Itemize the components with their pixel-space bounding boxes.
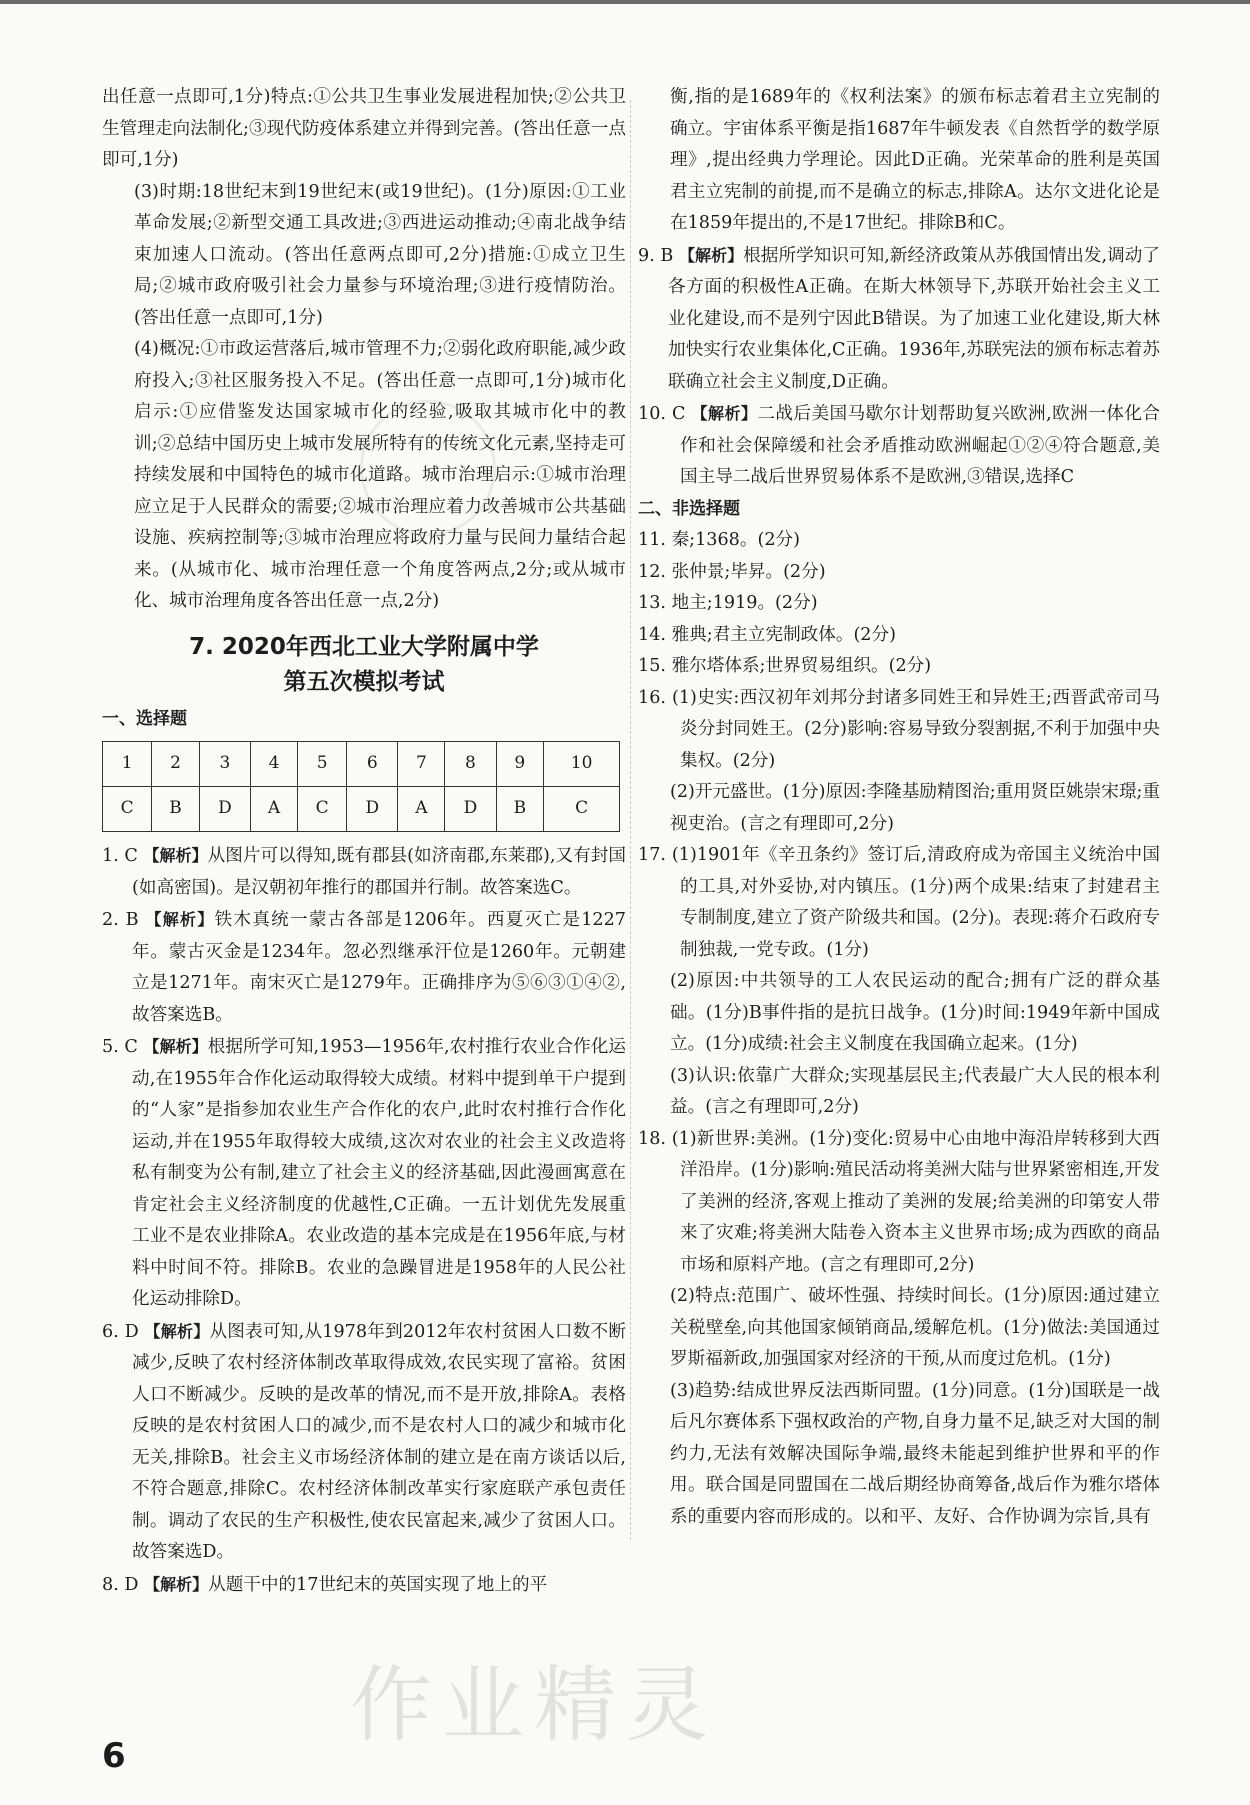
section-heading: 二、非选择题 bbox=[638, 498, 740, 519]
answer-item bbox=[102, 1316, 626, 1569]
answer-number: 6. D bbox=[102, 1321, 139, 1342]
answer-item bbox=[102, 1031, 626, 1316]
answer-number: 5. C bbox=[102, 1037, 138, 1057]
right-column bbox=[638, 82, 1160, 1533]
answer-number: 1. C bbox=[102, 846, 138, 866]
analysis-tag: 【解析】 bbox=[144, 1321, 210, 1341]
answer-item: (3)认识:依靠广大群众;实现基层民主;代表最广大人民的根本利益。(言之有理即可,2分) bbox=[670, 1065, 1160, 1117]
table-cell: 7 bbox=[398, 742, 445, 787]
paragraph: 出任意一点即可,1分)特点:①公共卫生事业发展进程加快;②公共卫生管理走向法制化;③现代防疫体系建立并得到完善。(答出任意一点即可,1分) bbox=[102, 87, 626, 170]
answer-item: (2)开元盛世。(1分)原因:李隆基励精图治;重用贤臣姚崇宋璟;重视吏治。(言之有理即可,2分) bbox=[670, 782, 1160, 834]
answer-item: (2)原因:中共领导的工人农民运动的配合;拥有广泛的群众基础。(1分)B事件指的是抗日战争。(1分)时间:1949年新中国成立。(1分)成绩:社会主义制度在我国确立起来。(1分) bbox=[670, 971, 1160, 1054]
answer-item: 16. (1)史实:西汉初年刘邦分封诸多同姓王和异姓王;西晋武帝司马炎分封同姓王。(2分)影响:容易导致分裂割据,不利于加强中央集权。(2分) bbox=[638, 687, 1160, 771]
analysis-tag: 【解析】 bbox=[143, 846, 208, 865]
exam-title-line1: 7. 2020年西北工业大学附属中学 bbox=[189, 633, 539, 660]
analysis-tag: 【解析】 bbox=[144, 1574, 209, 1594]
top-rule bbox=[0, 0, 1250, 4]
page-number: 6 bbox=[102, 1736, 126, 1776]
table-cell: C bbox=[298, 787, 347, 832]
answer-item: 14. 雅典;君主立宪制政体。(2分) bbox=[638, 624, 896, 645]
answer-table-number-row bbox=[103, 742, 620, 787]
answer-item: (2)特点:范围广、破坏性强、持续时间长。(1分)原因:通过建立关税壁垒,向其他国家倾销商品,缓解危机。(1分)做法:美国通过罗斯福新政,加强国家对经济的干预,从而度过危机。(1分) bbox=[670, 1286, 1160, 1369]
section-heading: 一、选择题 bbox=[102, 708, 187, 729]
paragraph: 衡,指的是1689年的《权利法案》的颁布标志着君主立宪制的确立。宇宙体系平衡是指1687年牛顿发表《自然哲学的数学原理》,提出经典力学理论。因此D正确。光荣革命的胜利是英国君主立宪制的前提,而不是确立的标志,排除A。达尔文进化论是在1859年提出的,不是17世纪。排除B和C。 bbox=[670, 87, 1160, 233]
answer-item: 13. 地主;1919。(2分) bbox=[638, 593, 818, 613]
table-cell: A bbox=[398, 787, 445, 832]
paragraph: (3)时期:18世纪末到19世纪末(或19世纪)。(1分)原因:①工业革命发展;②新型交通工具改进;③西进运动推动;④南北战争结束加速人口流动。(答出任意两点即可,2分)措施:①成立卫生局;②城市政府吸引社会力量参与环境治理;③进行疫情防治。(答出任意一点即可,1分) bbox=[134, 181, 626, 328]
answer-text: 二战后美国马歇尔计划帮助复兴欧洲,欧洲一体化合作和社会保障缓和社会矛盾推动欧洲崛起①②④符合题意,美国主导二战后世界贸易体系不是欧洲,③错误,选择C bbox=[680, 404, 1160, 487]
answer-text: 从题干中的17世纪末的英国实现了地上的平 bbox=[208, 1574, 548, 1595]
answer-text: 从图表可知,从1978年到2012年农村贫困人口数不断减少,反映了农村经济体制改革取得成效,农民实现了富裕。贫困人口不断减少。反映的是改革的情况,而不是开放,排除A。表格反映的是农村贫困人口的减少,而不是农村人口的减少和城市化无关,排除B。社会主义市场经济体制的建立是在南方谈话以后,不符合题意,排除C。农村经济体制改革实行家庭联产承包责任制。调动了农民的生产积极性,使农民富起来,减少了贫困人口。故答案选D。 bbox=[132, 1321, 626, 1562]
answer-item bbox=[638, 240, 1160, 399]
table-cell: 8 bbox=[445, 742, 496, 787]
analysis-tag: 【解析】 bbox=[691, 404, 758, 423]
table-cell: 4 bbox=[251, 742, 298, 787]
exam-title-line2: 第五次模拟考试 bbox=[283, 668, 445, 695]
answer-number: 10. C bbox=[638, 404, 686, 424]
table-cell: 9 bbox=[496, 742, 544, 787]
table-cell: 10 bbox=[544, 742, 620, 787]
table-cell: 6 bbox=[347, 742, 398, 787]
answer-item bbox=[102, 904, 626, 1031]
table-cell: B bbox=[152, 787, 200, 832]
answer-number: 9. B bbox=[638, 245, 674, 266]
answer-item bbox=[102, 840, 626, 904]
table-cell: 2 bbox=[152, 742, 200, 787]
table-cell: C bbox=[544, 787, 620, 832]
answer-text: 根据所学可知,1953—1956年,农村推行农业合作化运动,在1955年合作化运动取得较大成绩。材料中提到单干户提到的“人家”是指参加农业生产合作化的农户,此时农村推行合作化运动,并在1955年取得较大成绩,这次对农业的社会主义改造将私有制变为公有制,建立了社会主义的经济基础,因此漫画寓意在肯定社会主义经济制度的优越性,C正确。一五计划优先发展重工业不是农业排除A。农业改造的基本完成是在1956年底,与材料中时间不符。排除B。农业的急躁冒进是1958年的人民公社化运动排除D。 bbox=[132, 1037, 626, 1309]
answer-item bbox=[638, 398, 1160, 494]
analysis-tag: 【解析】 bbox=[143, 1037, 208, 1056]
answer-item: 11. 秦;1368。(2分) bbox=[638, 530, 800, 550]
table-cell: D bbox=[445, 787, 496, 832]
answer-number: 2. B bbox=[102, 910, 139, 930]
table-cell: 5 bbox=[298, 742, 347, 787]
left-column bbox=[102, 82, 626, 1601]
column-divider bbox=[630, 100, 631, 1540]
analysis-tag: 【解析】 bbox=[679, 245, 744, 265]
table-cell: C bbox=[103, 787, 152, 832]
answer-text: 铁木真统一蒙古各部是1206年。西夏灭亡是1227年。蒙古灭金是1234年。忽必烈继承汗位是1260年。元朝建立是1271年。南宋灭亡是1279年。正确排序为⑤⑥③①④②,故答案选B。 bbox=[132, 910, 626, 1025]
answer-item: 17. (1)1901年《辛丑条约》签订后,清政府成为帝国主义统治中国的工具,对外妥协,对内镇压。(1分)两个成果:结束了封建君主专制制度,建立了资产阶级共和国。(2分)。表现:蒋介石政府专制独裁,一党专政。(1分) bbox=[638, 845, 1160, 960]
answer-item: (3)趋势:结成世界反法西斯同盟。(1分)同意。(1分)国联是一战后凡尔赛体系下强权政治的产物,自身力量不足,缺乏对大国的制约力,无法有效解决国际争端,最终未能起到维护世界和平的作用。联合国是同盟国在二战后期经协商筹备,战后作为雅尔塔体系的重要内容而形成的。以和平、友好、合作协调为宗旨,具有 bbox=[670, 1380, 1160, 1527]
table-cell: B bbox=[496, 787, 544, 832]
answer-item: 12. 张仲景;毕昇。(2分) bbox=[638, 561, 826, 582]
answer-number: 8. D bbox=[102, 1574, 139, 1595]
answer-table-answer-row bbox=[103, 787, 620, 832]
table-cell: D bbox=[199, 787, 250, 832]
table-cell: D bbox=[347, 787, 398, 832]
answer-item: 18. (1)新世界:美洲。(1分)变化:贸易中心由地中海沿岸转移到大西洋沿岸。(1分)影响:殖民活动将美洲大陆与世界紧密相连,开发了美洲的经济,客观上推动了美洲的发展;给美洲的印第安人带来了灾难;将美洲大陆卷入资本主义世界市场;成为西欧的商品市场和原料产地。(言之有理即可,2分) bbox=[638, 1128, 1160, 1275]
watermark-stamp bbox=[360, 400, 496, 536]
answer-item: 15. 雅尔塔体系;世界贸易组织。(2分) bbox=[638, 656, 932, 676]
answer-text: 根据所学知识可知,新经济政策从苏俄国情出发,调动了各方面的积极性A正确。在斯大林领导下,苏联开始社会主义工业化建设,而不是列宁因此B错误。为了加速工业化建设,斯大林加快实行农业集体化,C正确。1936年,苏联宪法的颁布标志着苏联确立社会主义制度,D正确。 bbox=[668, 245, 1161, 392]
answer-table bbox=[102, 741, 620, 832]
analysis-tag: 【解析】 bbox=[145, 910, 215, 929]
table-cell: A bbox=[251, 787, 298, 832]
watermark: 作业精灵 bbox=[350, 1658, 719, 1753]
table-cell: 3 bbox=[199, 742, 250, 787]
exam-title bbox=[102, 630, 626, 700]
answer-item bbox=[102, 1569, 626, 1602]
paragraph: (4)概况:①市政运营落后,城市管理不力;②弱化政府职能,减少政府投入;③社区服务投入不足。(答出任意一点即可,1分)城市化启示:①应借鉴发达国家城市化的经验,吸取其城市化中的教训;②总结中国历史上城市发展所特有的传统文化元素,坚持走可持续发展和中国特色的城市化道路。城市治理启示:①城市治理应立足于人民群众的需要;②城市治理应着力改善城市公共基础设施、疾病控制等;③城市治理应将政府力量与民间力量结合起来。(从城市化、城市治理任意一个角度答两点,2分;或从城市化、城市治理角度各答出任意一点,2分) bbox=[134, 339, 626, 611]
table-cell: 1 bbox=[103, 742, 152, 787]
answer-text: 从图片可以得知,既有郡县(如济南郡,东莱郡),又有封国(如高密国)。是汉朝初年推行的郡国并行制。故答案选C。 bbox=[132, 846, 626, 898]
